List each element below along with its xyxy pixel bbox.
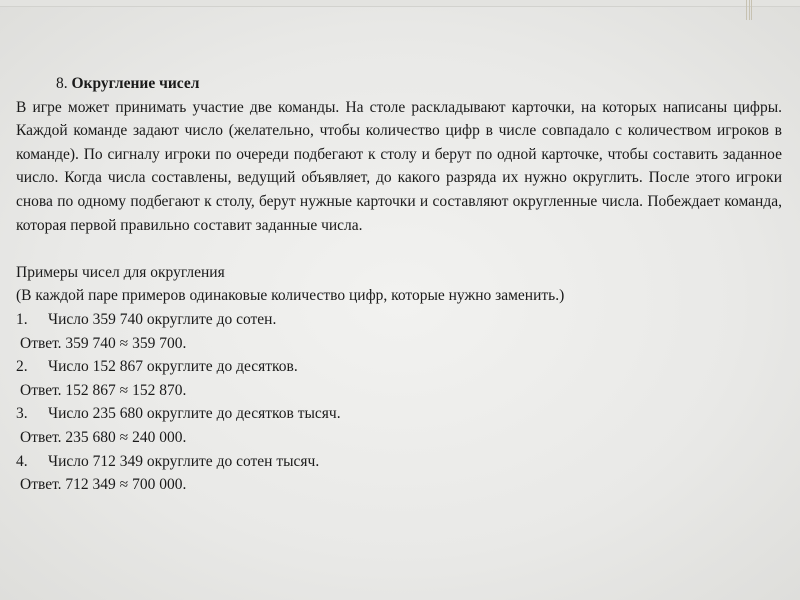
game-description: В игре может принимать участие две команды. На столе раскладывают карточки, на которых написаны цифры. Каждой команде задают число (желательно, чтобы количество цифр в числе совпадало с количеством игроков в команде). По сигналу игроки по очереди подбегают к столу и берут по одной карточке, чтобы составить заданное число. Когда числа составлены, ведущий объявляет, до какого разряда их нужно округлить. После этого игроки снова по одному подбегают к столу, берут нужные карточки и составляют округленные числа. Побеждает команда, которая первой правильно составит заданные числа. bbox=[16, 98, 782, 234]
heading-title: Округление чисел bbox=[71, 75, 200, 92]
item-marker: 1. bbox=[16, 310, 28, 328]
item-answer: Ответ. 712 349 ≈ 700 000. bbox=[20, 476, 187, 494]
item-marker: 4. bbox=[16, 452, 28, 470]
item-task: Число 235 680 округлите до десятков тысяч. bbox=[48, 405, 341, 423]
item-task: Число 152 867 округлите до десятков. bbox=[48, 358, 298, 376]
item-answer: Ответ. 235 680 ≈ 240 000. bbox=[20, 428, 187, 446]
heading-number: 8. bbox=[56, 75, 68, 92]
item-task: Число 359 740 округлите до сотен. bbox=[48, 310, 277, 328]
item-marker: 2. bbox=[16, 358, 28, 376]
list-item bbox=[16, 355, 782, 379]
item-answer: Ответ. 152 867 ≈ 152 870. bbox=[20, 381, 187, 399]
examples-note: (В каждой паре примеров одинаковые количество цифр, которые нужно заменить.) bbox=[16, 287, 565, 305]
examples-title: Примеры чисел для округления bbox=[16, 263, 225, 281]
section-heading bbox=[16, 72, 782, 96]
item-marker: 3. bbox=[16, 405, 28, 423]
item-task: Число 712 349 округлите до сотен тысяч. bbox=[48, 452, 320, 470]
top-divider bbox=[0, 6, 800, 7]
list-item bbox=[16, 308, 782, 332]
list-item bbox=[16, 402, 782, 426]
spacer bbox=[16, 237, 782, 261]
list-item bbox=[16, 450, 782, 474]
item-answer: Ответ. 359 740 ≈ 359 700. bbox=[20, 334, 187, 352]
corner-ornament-icon bbox=[746, 0, 752, 20]
slide-content bbox=[16, 72, 782, 497]
